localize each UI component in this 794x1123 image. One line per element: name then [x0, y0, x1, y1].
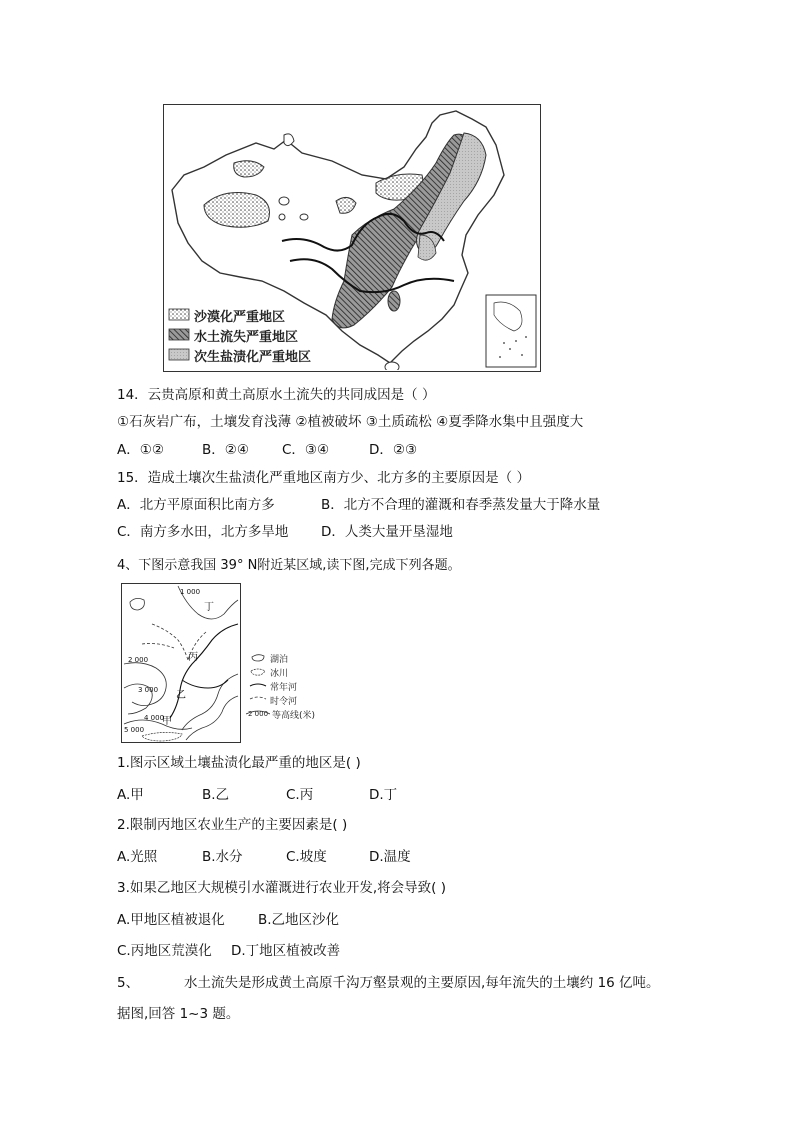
legend-seasonal-river: 时令河: [270, 697, 298, 707]
q2-option-d[interactable]: D.温度: [369, 849, 411, 865]
q2-option-b[interactable]: B.水分: [202, 849, 243, 865]
q1-option-b[interactable]: B.乙: [202, 787, 230, 803]
legend-glacier: 冰川: [270, 669, 289, 679]
place-jia: 甲: [162, 716, 172, 727]
q14-stem: 14．云贵高原和黄土高原水土流失的共同成因是（ ）: [117, 387, 436, 403]
q1-option-c[interactable]: C.丙: [286, 787, 314, 803]
q3-option-b[interactable]: B.乙地区沙化: [258, 912, 340, 928]
q3-option-d[interactable]: D.丁地区植被改善: [231, 943, 341, 959]
contour-label: 1 000: [180, 588, 201, 596]
section5-line1: 水土流失是形成黄土高原千沟万壑景观的主要原因,每年流失的土壤约 16 亿吨。: [184, 975, 660, 991]
glacier-icon: [251, 669, 265, 675]
legend-perennial-river: 常年河: [270, 683, 298, 693]
place-ding: 丁: [204, 602, 214, 613]
legend-contour-value: 2 000: [248, 710, 269, 718]
topographic-sketch-map: [121, 583, 241, 743]
q14-option-c[interactable]: C．③④: [282, 442, 330, 458]
q3-option-a[interactable]: A.甲地区植被退化: [117, 912, 225, 928]
q15-option-c[interactable]: C．南方多水田，北方多旱地: [117, 524, 289, 540]
q1-stem: 1.图示区域土壤盐渍化最严重的地区是( ): [117, 755, 361, 771]
q14-option-b[interactable]: B．②④: [202, 442, 249, 458]
q2-option-a[interactable]: A.光照: [117, 849, 158, 865]
lake-icon: [252, 655, 264, 661]
q15-stem: 15．造成土壤次生盐渍化严重地区南方少、北方多的主要原因是（ ）: [117, 470, 530, 486]
legend-lake: 湖泊: [270, 655, 289, 665]
q2-stem: 2.限制丙地区农业生产的主要因素是( ): [117, 817, 348, 833]
legend-soil-erosion: 水土流失严重地区: [194, 330, 299, 345]
contour-label: 4 000: [144, 714, 165, 722]
q14-option-d[interactable]: D．②③: [369, 442, 418, 458]
place-yi: 乙: [176, 690, 186, 701]
legend-salinization: 次生盐渍化严重地区: [194, 350, 312, 365]
section4-intro: 4、下图示意我国 39° N附近某区域,读下图,完成下列各题。: [117, 558, 461, 573]
q14-items: ①石灰岩广布，土壤发育浅薄 ②植被破坏 ③土质疏松 ④夏季降水集中且强度大: [117, 414, 584, 430]
q15-option-b[interactable]: B．北方不合理的灌溉和春季蒸发量大于降水量: [321, 497, 601, 513]
section5-line2: 据图,回答 1~3 题。: [117, 1006, 240, 1022]
contour-label: 5 000: [124, 726, 145, 734]
section5-number: 5、: [117, 975, 140, 991]
perennial-river-icon: [250, 684, 266, 686]
legend-contour: 等高线(米): [272, 711, 316, 721]
glacier-icon: [142, 732, 182, 741]
q2-option-c[interactable]: C.坡度: [286, 849, 327, 865]
legend-desertification: 沙漠化严重地区: [194, 310, 286, 325]
china-soil-problems-map: [163, 104, 541, 372]
q15-option-d[interactable]: D．人类大量开垦湿地: [321, 524, 453, 540]
place-bing: 丙: [188, 652, 198, 663]
q14-option-a[interactable]: A．①②: [117, 442, 164, 458]
q3-option-c[interactable]: C.丙地区荒漠化: [117, 943, 212, 959]
seasonal-river-icon: [250, 697, 266, 699]
lake-icon: [130, 598, 144, 610]
contour-label: 2 000: [128, 656, 149, 664]
q15-option-a[interactable]: A．北方平原面积比南方多: [117, 497, 275, 513]
q1-option-a[interactable]: A.甲: [117, 787, 144, 803]
contour-label: 3 000: [138, 686, 159, 694]
q3-stem: 3.如果乙地区大规模引水灌溉进行农业开发,将会导致( ): [117, 880, 446, 896]
q1-option-d[interactable]: D.丁: [369, 787, 398, 803]
